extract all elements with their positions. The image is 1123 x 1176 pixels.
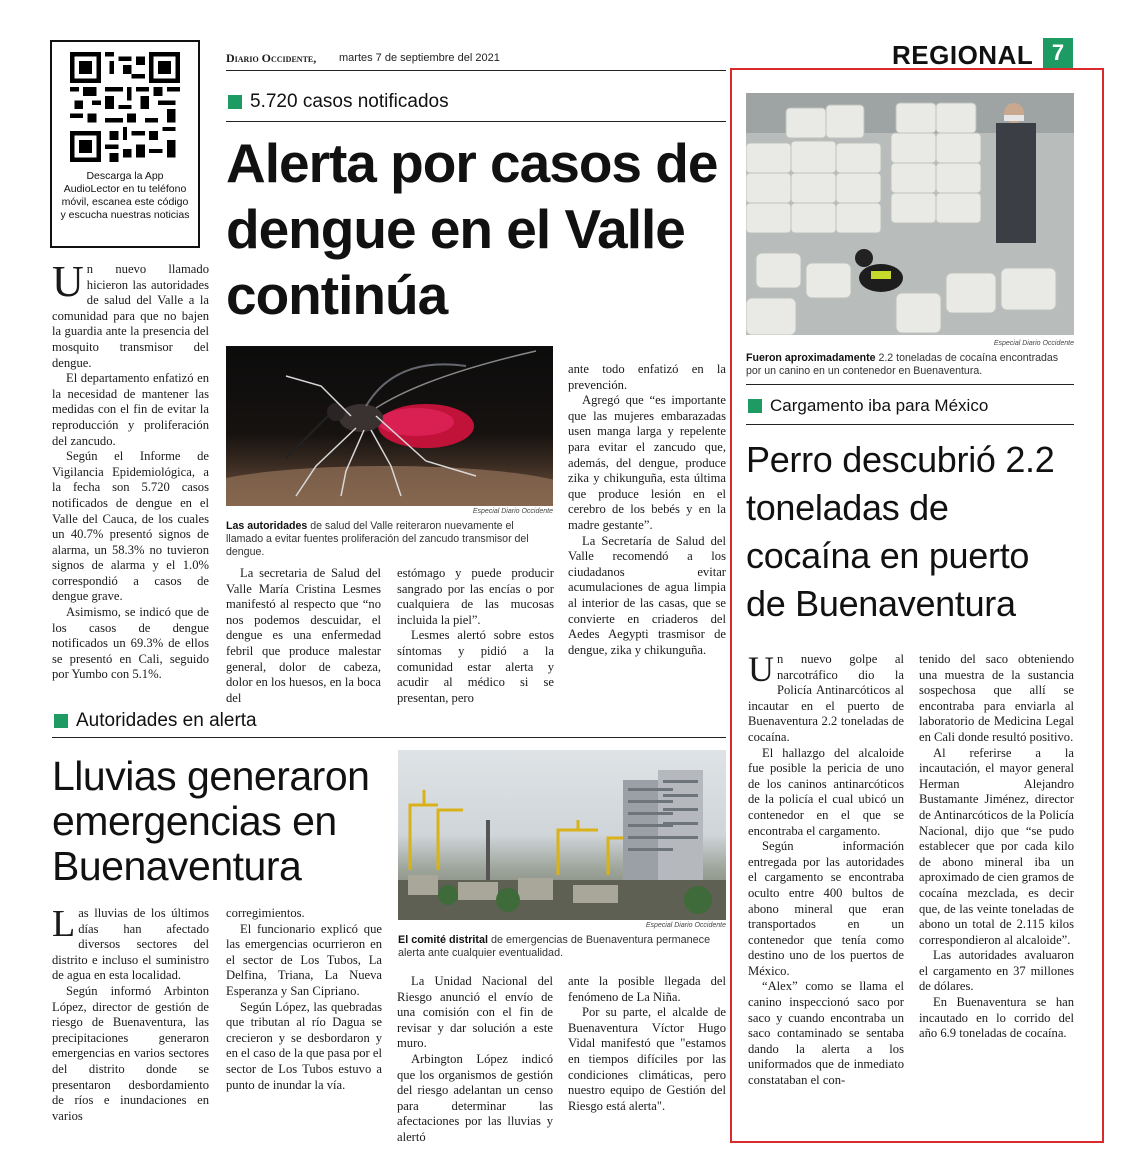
paragraph: Según información entregada por las autoridades el cargamento se encontraba oculto entre 400 bultos de abono mineral que eran transportados en un contenedor que tenía como destino uno de los puertos de México.	[748, 839, 904, 978]
story1-column-2	[226, 566, 381, 706]
qr-box	[50, 40, 200, 248]
paragraph: El hallazgo del alcaloide fue posible la pericia de uno de los caninos antinarcóticos de la policía el cual ubicó un contenedor en el que se encontraba el cargamento.	[748, 745, 904, 838]
story3-kicker-text: Cargamento iba para México	[770, 396, 989, 415]
paragraph: Arbington López indicó que los organismos de gestión del riesgo adelantan un censo para determinar las afectaciones por las lluvias y alertó	[397, 1051, 553, 1144]
story3-kicker	[748, 396, 988, 416]
paragraph: Según informó Arbinton López, director de gestión de riesgo de Buenaventura, las precipitaciones generaron emergencias en varios sectores del distrito donde se presentaron desbordamiento de ríos e inundaciones en varios	[52, 983, 209, 1123]
story3-dropcap: U	[748, 649, 774, 689]
story1-dropcap: U	[52, 257, 84, 306]
paper-name: Diario Occidente,	[226, 51, 317, 65]
kicker-square-icon	[54, 714, 68, 728]
qr-instructions: Descarga la App AudioLector en tu teléfono móvil, escanea este código y escucha nuestras noticias	[60, 170, 190, 221]
story2-kicker-rule	[52, 737, 726, 738]
mosquito-image	[226, 346, 553, 506]
issue-date: martes 7 de septiembre del 2021	[339, 52, 500, 64]
story1-lead-paragraph: Un nuevo llamado hicieron las autoridades de salud del Valle a la comunidad para que no bajen la guardia ante la presencia del mosquito transmisor del dengue.	[52, 257, 209, 370]
story2-photo-credit: Especial Diario Occidente	[645, 922, 726, 929]
story2-column-4	[568, 974, 726, 1114]
paragraph: El departamento enfatizó en la necesidad de mantener las medidas con el fin de evitar la reproducción y proliferación del zancudo.	[52, 371, 209, 448]
story1-headline[interactable]: Alerta por casos de dengue en el Valle continúa	[226, 132, 718, 326]
paragraph: Agregó que “es importante que las mujeres embarazadas usen manga larga y repelente para evitar el zancudo que, además, del dengue, produce zika y chikunguña, esta última que produce lesión en el cerebro de los bebés y en la madre gestante”.	[568, 393, 726, 532]
story2-dropcap: L	[52, 903, 76, 945]
paragraph: El funcionario explicó que las emergencias ocurrieron en el sector de Los Tubos, La Delfina, Triana, La Nueva Esperanza y San Cipriano.	[226, 921, 382, 998]
paragraph: La secretaria de Salud del Valle María Cristina Lesmes manifestó al respecto que “no nos podemos descuidar, el dengue es una enfermedad febril que produce malestar general, dolor de cabeza, dolor en los huesos, en la boca del	[226, 566, 381, 705]
story3-kicker-rule	[746, 424, 1074, 425]
paragraph: La Unidad Nacional del Riesgo anunció el envío de una comisión con el fin de revisar y dar solución a este muro.	[397, 974, 553, 1051]
header-rule	[226, 70, 726, 71]
story2-lead-paragraph: Las lluvias de los últimos días han afectado diversos sectores del distrito e incluso el suministro de agua en esta localidad.	[52, 903, 209, 983]
paragraph: Al referirse a la incautación, el mayor general Herman Alejandro Bustamante Jiménez, director de Antinarcóticos de la Policía Nacional, dijo que “se pudo establecer que por cada kilo de abono mineral iba un aproximado de cien gramos de cocaína mezclada, es decir que, de las veinte toneladas de abono un total de 2.115 kilos correspondieron al alcaloide”.	[919, 745, 1074, 947]
page-number: 7	[1043, 38, 1073, 68]
story2-headline[interactable]: Lluvias generaron emergencias en Buenaventura	[52, 753, 370, 889]
story3-lead-paragraph: Un nuevo golpe al narcotráfico dio la Policía Antinarcóticos al incautar en el puerto de Buenaventura 2.2 toneladas de cocaína.	[748, 649, 904, 744]
caption-lead: Las autoridades	[226, 520, 308, 532]
paragraph: corregimientos.	[226, 906, 305, 920]
paragraph: Lesmes alertó sobre estos síntomas y pidió a la comunidad estar alerta y acudir al médico si se presentan, pero	[397, 628, 554, 705]
paragraph: ante la posible llegada del fenómeno de La Niña.	[568, 974, 726, 1004]
story2-photo[interactable]	[398, 750, 726, 920]
story3-photo-credit: Especial Diario Occidente	[993, 340, 1074, 347]
story1-kicker-text: 5.720 casos notificados	[250, 91, 449, 112]
story1-kicker	[228, 91, 449, 113]
kicker-square-icon	[748, 399, 762, 413]
story2-kicker-text: Autoridades en alerta	[76, 710, 257, 731]
paragraph: Por su parte, el alcalde de Buenaventura Víctor Hugo Vidal manifestó que "estamos en tiempos difíciles por las condiciones climáticas, pero nuestro equipo de Gestión del Riesgo está alerta".	[568, 1005, 726, 1113]
caption-text: de salud del Valle reiteraron nuevamente el llamado a evitar fuentes proliferación del zancudo transmisor del dengue.	[226, 520, 529, 558]
qr-code-icon[interactable]	[70, 52, 180, 162]
kicker-square-icon	[228, 95, 242, 109]
story2-kicker	[54, 710, 257, 732]
seizure-image	[746, 93, 1074, 335]
paragraph: tenido del saco obteniendo una muestra de la sustancia sospechosa que allí se encontraba para enviarla al laboratorio de Medicina Legal en Cali donde resultó positivo.	[919, 652, 1074, 744]
story2-column-3	[397, 974, 553, 1146]
story3-column-1	[748, 649, 904, 1089]
paragraph: Las autoridades avaluaron el cargamento en 37 millones de dólares.	[919, 948, 1074, 994]
story1-column-4	[568, 362, 726, 658]
section-label: REGIONAL	[892, 40, 1034, 70]
paragraph: Según el Informe de Vigilancia Epidemiológica, a la fecha son 5.720 casos notificados de dengue en el Valle del Cauca, de los cuales un 40.7% presentó signos de alarma, un 58.3% no tuvieron signos de alarma y el 1.0% correspondió a casos de dengue grave.	[52, 449, 209, 604]
caption-text: de emergencias de Buenaventura permanece alerta ante cualquier eventualidad.	[398, 934, 711, 959]
caption-text: 2.2 toneladas de cocaína encontradas por un canino en un contenedor en Buenaventura.	[746, 352, 1059, 377]
paragraph: Según López, las quebradas que tributan al río Dagua se crecieron y se desbordaron y en el caso de la que pasa por el sector de Los Tubos estuvo a punto de inundar la vía.	[226, 999, 382, 1092]
paragraph: Asimismo, se indicó que de los casos de dengue notificados un 69.3% de ellos se presentó en Cali, seguido por Yumbo con 5.1%.	[52, 605, 209, 682]
caption-lead: Fueron aproximadamente	[746, 352, 876, 364]
caption-lead: El comité distrital	[398, 934, 488, 946]
story3-headline[interactable]: Perro descubrió 2.2 toneladas de cocaína en puerto de Buenaventura	[746, 439, 1055, 624]
story1-photo[interactable]	[226, 346, 553, 506]
story2-caption	[398, 934, 726, 960]
story1-kicker-rule	[226, 121, 726, 122]
story1-caption	[226, 520, 553, 559]
story3-photo[interactable]	[746, 93, 1074, 335]
story1-column-1	[52, 257, 209, 683]
story1-column-3	[397, 566, 554, 706]
paragraph: estómago y puede producir sangrado por las encías o por cualquiera de las mucosas incluida la piel”.	[397, 566, 554, 627]
story2-column-2	[226, 906, 382, 1093]
port-city-image	[398, 750, 726, 920]
story2-column-1	[52, 903, 209, 1124]
story3-caption	[746, 352, 1074, 378]
story3-column-2	[919, 652, 1074, 1042]
story1-photo-credit: Especial Diario Occidente	[472, 508, 553, 515]
paragraph: La Secretaría de Salud del Valle recomendó a los ciudadanos evitar acumulaciones de agua limpia al interior de las casas, que se convierte en criaderos del Aedes Aegypti trasmisor de dengue, zika y chikunguña.	[568, 533, 726, 657]
story3-caption-rule	[746, 384, 1074, 385]
paragraph: “Alex” como se llama el canino inspeccionó saco por saco y cuando encontraba un saco contaminado se sentaba dando la alerta a los uniformados que de inmediato constataban el con-	[748, 979, 904, 1088]
paragraph: ante todo enfatizó en la prevención.	[568, 362, 726, 392]
paragraph: En Buenaventura se han incautado en lo corrido del año 6.9 toneladas de cocaína.	[919, 995, 1074, 1041]
